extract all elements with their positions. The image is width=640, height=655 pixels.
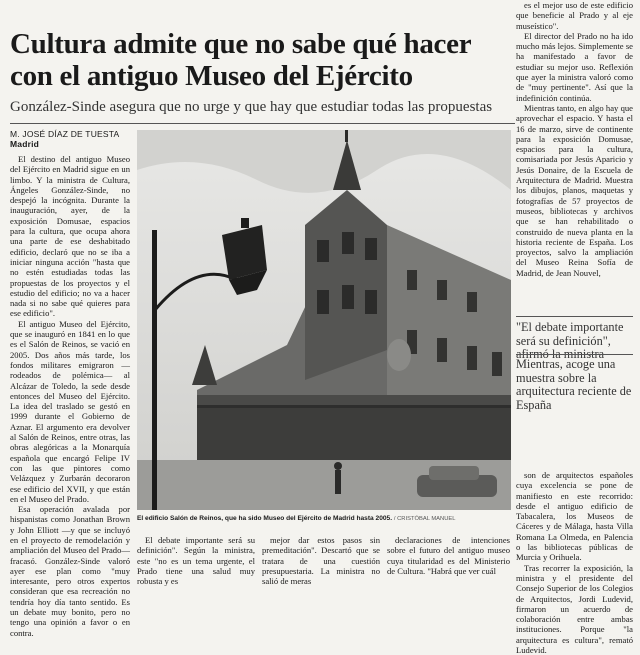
article-column-5 xyxy=(516,0,633,278)
header-divider xyxy=(10,123,515,124)
photo-credit: / CRISTÓBAL MANUEL xyxy=(393,516,456,522)
byline xyxy=(10,129,119,149)
byline-author: M. JOSÉ DÍAZ DE TUESTA xyxy=(10,129,120,139)
paragraph: declaraciones de intenciones sobre el futuro del antiguo museo cuya titularidad es del Ministerio de Cultura. "Habrá que ver cuál xyxy=(387,535,510,576)
subheadline: González-Sinde asegura que no urge y que hay que estudiar todas las propuestas xyxy=(10,99,493,115)
pullquote-1: "El debate importante será su definición", afirmó la ministra xyxy=(516,320,624,361)
paragraph: es el mejor uso de este edificio que beneficie al Prado y al eje museístico". xyxy=(516,0,633,31)
paragraph: El director del Prado no ha ido mucho más lejos. Simplemente se ha manifestado a favor de estudiar su mejor uso. Reflexión que ayer la ministra valoró como de "muy pertinente". Así que la indefinición continúa. xyxy=(516,30,633,103)
byline-place: Madrid xyxy=(10,139,40,149)
pullquote-divider xyxy=(516,316,633,317)
paragraph: El destino del antiguo Museo del Ejército en Madrid sigue en un limbo. Y la ministra de Cultura, Ángeles González-Sinde, no despejó la incógnita. Durante la inauguración, ayer, de la exposición Domusae, espacios para la cultura, que ocupa ahora una parte de ese deshabitado edificio, declaró que no se iba a iniciar ninguna acción "hasta que no estén estudiadas todas las propuestas de los proyectos y el estudio del edificio; no va a hacer nada si no sabe qué quieres para ese edificio". xyxy=(10,154,130,319)
article-column-4 xyxy=(387,535,510,576)
article-column-6 xyxy=(516,470,633,655)
paragraph: Tras recorrer la exposición, la ministra y el presidente del Consejo Superior de los Colegios de Arquitectos, Jordi Ludevid, firmaron un acuerdo de colaboración entre ambas instituciones. Porque "la arquitectura es cultura", remató Ludevid. xyxy=(516,562,633,655)
pullquote-2: Mientras, acoge una muestra sobre la arquitectura reciente de España xyxy=(516,357,632,412)
headline: Cultura admite que no sabe qué hacer con el antiguo Museo del Ejército xyxy=(10,28,471,92)
building-photo-illustration xyxy=(137,130,511,510)
article-column-2 xyxy=(137,535,255,586)
caption-text: El edificio Salón de Reinos, que ha sido Museo del Ejército de Madrid hasta 2005. xyxy=(137,515,393,522)
paragraph: El debate importante será su definición". Según la ministra, este "no es un tema urgente, el Prado tiene una salud muy robusta y es xyxy=(137,535,255,587)
paragraph: son de arquitectos españoles cuya excelencia se pone de manifiesto en este recorrido: desde el antiguo edificio de Tabacalera, los Museos de Cáceres y de Málaga, hasta Villa Romana La Olmeda, en Palencia o las bibliotecas públicas de Murcia y Orihuela. xyxy=(516,470,633,563)
photo-caption xyxy=(137,514,511,524)
paragraph: Esa operación avalada por hispanistas como Jonathan Brown y John Elliott —y que se incluyó en el proyecto de remodelación y ampliación del Museo del Prado— fracasó. González-Sinde valoró ayer ese plan como "muy interesante, pero otros expertos consideran que esa recreación no tendría hoy día tanto sentido. Es un debate muy bonito, pero no tengo una opinión a favor o en contra. xyxy=(10,504,130,638)
article-photo xyxy=(137,130,511,510)
article-column-3 xyxy=(262,535,380,586)
pullquote-divider xyxy=(516,354,633,355)
paragraph: Mientras tanto, en algo hay que aprovechar el espacio. Y hasta el 16 de marzo, sirve de continente para la exposición Domusae, espacios para la cultura, comisariada por Jesús Aparicio y Jesús Donaire, de la Escuela de Arquitectura de Madrid. Muestra los dibujos, planos, maquetas y fotografías de 57 proyectos de museos, bibliotecas y archivos que se han rehabilitado o construido de nueva planta en la historia reciente de España. Los proyectos, salvo la ampliación del Museo Reina Sofía de Madrid, de Jean Nouvel, xyxy=(516,102,633,278)
paragraph: El antiguo Museo del Ejército, que se inauguró en 1841 en lo que es el Salón de Reinos, se vació en 2005. Dos años más tarde, los fondos militares emigraron —rodeados de polémica— al Alcázar de Toledo, la sede desde entonces del Museo del Ejército. La idea del traslado se gestó en 1999 durante el Gobierno de Aznar. El argumento era devolver al Salón de Reinos, entre otras, las obras alegóricas a la Monarquía española que encargó Felipe IV con las que pintores como Velázquez y Zurbarán decoraron ese edificio del XVII, y que están en el Museo del Prado. xyxy=(10,318,130,504)
paragraph: mejor dar estos pasos sin premeditación". Descartó que se tratara de una cuestión presupuestaria. La ministra no salió de meras xyxy=(262,535,380,587)
article-column-1 xyxy=(10,154,130,638)
